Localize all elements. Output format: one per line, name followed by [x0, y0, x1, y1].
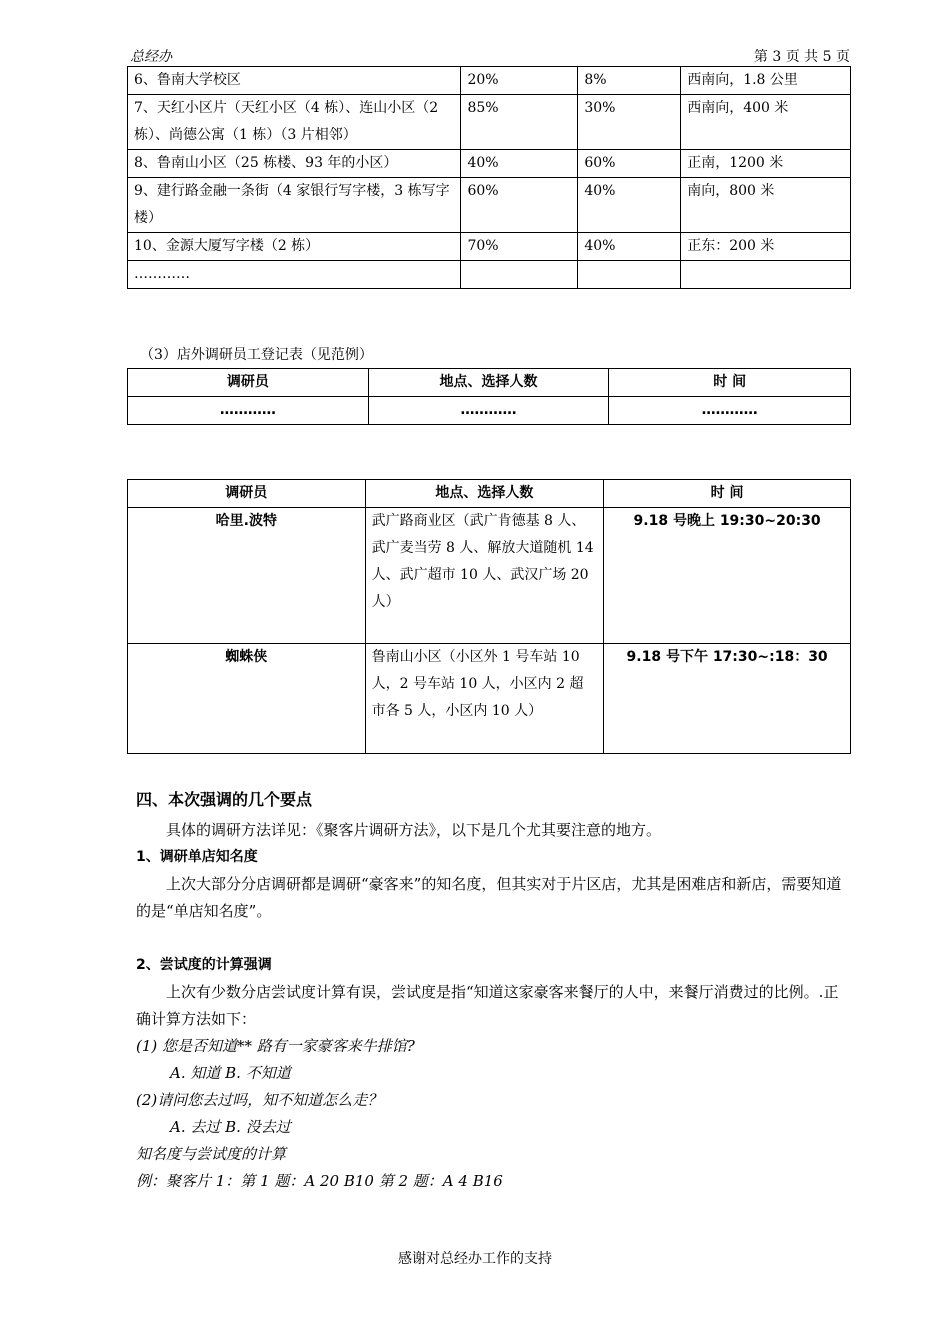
table-cell: 40%	[461, 150, 578, 178]
table-row	[128, 233, 851, 261]
table-cell: …………	[609, 397, 851, 425]
point-2-text: 上次有少数分店尝试度计算有误，尝试度是指“知道这家豪客来餐厅的人中，来餐厅消费过的比例。.正确计算方法如下：	[136, 983, 839, 1028]
example-table	[127, 479, 851, 754]
table-cell: 6、鲁南大学校区	[128, 67, 461, 95]
question-2: (2)请问您去过吗，知不知道怎么走？	[136, 1091, 383, 1109]
header-page-number: 第 3 页 共 5 页	[753, 49, 850, 65]
table-cell: 7、天红小区片（天红小区（4 栋）、连山小区（2 栋）、尚德公寓（1 栋）（3 片相邻）	[128, 95, 461, 150]
header-left: 总经办	[130, 49, 172, 65]
table-cell: 正东：200 米	[681, 233, 851, 261]
table-cell: 9.18 号晚上 19:30~20:30	[604, 508, 851, 644]
question-2-options: A. 去过 B. 没去过	[170, 1118, 291, 1136]
table-cell: 8%	[578, 67, 681, 95]
table-cell: 哈里.波特	[128, 508, 366, 644]
point-2-title: 2、尝试度的计算强调	[136, 957, 272, 973]
table-row	[128, 67, 851, 95]
table-cell	[681, 261, 851, 289]
table-row	[128, 508, 851, 644]
table-cell	[461, 261, 578, 289]
table-row	[128, 95, 851, 150]
table-cell: 70%	[461, 233, 578, 261]
table-cell: 9、建行路金融一条街（4 家银行写字楼，3 栋写字楼）	[128, 178, 461, 233]
question-1: (1) 您是否知道** 路有一家豪客来牛排馆?	[136, 1037, 415, 1055]
table-cell: …………	[128, 397, 369, 425]
table-cell: 正南，1200 米	[681, 150, 851, 178]
table-cell: 60%	[461, 178, 578, 233]
table-cell: …………	[128, 261, 461, 289]
table-header-row	[128, 369, 851, 397]
table-cell: 鲁南山小区（小区外 1 号车站 10 人，2 号车站 10 人，小区内 2 超市各 5 人，小区内 10 人）	[365, 644, 604, 754]
header-cell: 时 间	[609, 369, 851, 397]
section-body	[136, 786, 848, 1195]
register-table	[127, 368, 851, 425]
table-row	[128, 178, 851, 233]
table-cell: 60%	[578, 150, 681, 178]
page-header	[130, 44, 850, 67]
calc-example: 例：聚客片 1：第 1 题：A 20 B10 第 2 题：A 4 B16	[136, 1172, 503, 1190]
table-cell: …………	[368, 397, 609, 425]
table-cell: 南向，800 米	[681, 178, 851, 233]
table-cell: 8、鲁南山小区（25 栋楼、93 年的小区）	[128, 150, 461, 178]
table-row	[128, 644, 851, 754]
header-cell: 地点、选择人数	[368, 369, 609, 397]
table-cell	[578, 261, 681, 289]
table-row	[128, 397, 851, 425]
question-1-options: A. 知道 B. 不知道	[170, 1064, 291, 1082]
table-cell: 30%	[578, 95, 681, 150]
survey-table	[127, 66, 851, 289]
table-cell: 10、金源大厦写字楼（2 栋）	[128, 233, 461, 261]
header-cell: 调研员	[128, 369, 369, 397]
table-cell: 蜘蛛侠	[128, 644, 366, 754]
table-cell: 85%	[461, 95, 578, 150]
point-1-text: 上次大部分分店调研都是调研“豪客来”的知名度，但其实对于片区店，尤其是困难店和新店，需要知道的是“单店知名度”。	[136, 875, 842, 920]
table-header-row	[128, 480, 851, 508]
point-1-title: 1、调研单店知名度	[136, 849, 258, 865]
table-cell: 20%	[461, 67, 578, 95]
register-caption: （3）店外调研员工登记表（见范例）	[140, 347, 373, 363]
page-footer: 感谢对总经办工作的支持	[398, 1251, 552, 1267]
header-cell: 地点、选择人数	[365, 480, 604, 508]
table-row	[128, 150, 851, 178]
table-cell: 40%	[578, 233, 681, 261]
section-title: 四、本次强调的几个要点	[136, 790, 313, 809]
header-cell: 时 间	[604, 480, 851, 508]
calc-title: 知名度与尝试度的计算	[136, 1145, 287, 1163]
table-cell: 武广路商业区（武广肯德基 8 人、武广麦当劳 8 人、解放大道随机 14 人、武广超市 10 人、武汉广场 20 人）	[365, 508, 604, 644]
header-cell: 调研员	[128, 480, 366, 508]
table-row	[128, 261, 851, 289]
section-intro: 具体的调研方法详见：《聚客片调研方法》，以下是几个尤其要注意的地方。	[166, 821, 662, 839]
table-cell: 9.18 号下午 17:30~:18：30	[604, 644, 851, 754]
table-cell: 西南向，400 米	[681, 95, 851, 150]
table-cell: 西南向，1.8 公里	[681, 67, 851, 95]
table-cell: 40%	[578, 178, 681, 233]
